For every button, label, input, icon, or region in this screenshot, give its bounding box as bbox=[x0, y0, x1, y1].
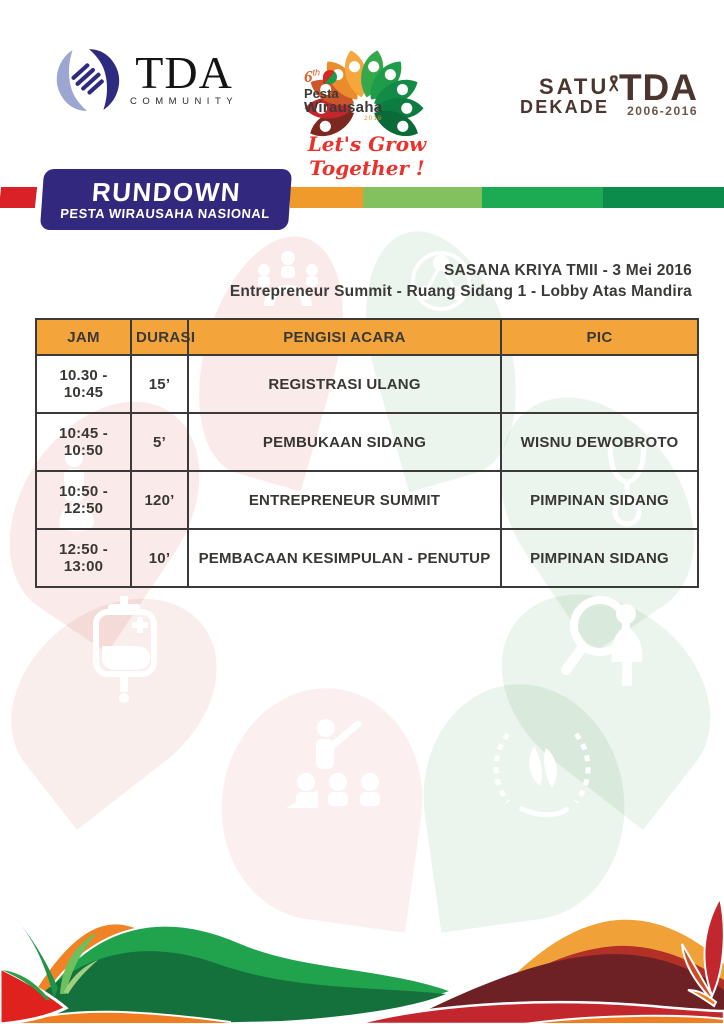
event-venue-date: SASANA KRIYA TMII - 3 Mei 2016 bbox=[443, 262, 692, 279]
tagline: Let's Grow Together ! bbox=[307, 132, 427, 180]
cell-jam: 10:45 - 10:50 bbox=[36, 413, 131, 471]
pesta-logo-wordmark: 6th Pesta Wirausaha 2016 bbox=[304, 67, 383, 123]
cell-durasi: 5’ bbox=[131, 413, 188, 471]
tda-logo-subtext: COMMUNITY bbox=[130, 96, 239, 108]
tda-community-logo bbox=[52, 40, 257, 120]
satu-dekade-logo: SATU DEKADE TDA 2006-2016 bbox=[520, 36, 698, 124]
cell-durasi: 10’ bbox=[131, 529, 188, 587]
cell-acara: PEMBACAAN KESIMPULAN - PENUTUP bbox=[188, 529, 501, 587]
col-pengisi-acara: PENGISI ACARA bbox=[188, 319, 501, 355]
cell-acara: REGISTRASI ULANG bbox=[188, 355, 501, 413]
cell-pic: WISNU DEWOBROTO bbox=[501, 413, 698, 471]
cell-durasi: 120’ bbox=[131, 471, 188, 529]
handshake-icon bbox=[52, 46, 124, 114]
dekade-years: 2006-2016 bbox=[627, 104, 698, 118]
rundown-banner bbox=[40, 169, 292, 230]
event-info bbox=[230, 260, 692, 302]
ribbon-icon bbox=[609, 42, 619, 124]
cell-pic: PIMPINAN SIDANG bbox=[501, 529, 698, 587]
cell-durasi: 15’ bbox=[131, 355, 188, 413]
pesta-6th: 6 bbox=[304, 67, 313, 86]
banner-subtitle: PESTA WIRAUSAHA NASIONAL bbox=[59, 206, 271, 222]
col-pic: PIC bbox=[501, 319, 698, 355]
cell-jam: 12:50 - 13:00 bbox=[36, 529, 131, 587]
cell-acara: PEMBUKAAN SIDANG bbox=[188, 413, 501, 471]
cell-jam: 10:50 - 12:50 bbox=[36, 471, 131, 529]
tda-logo-text: TDA bbox=[135, 46, 233, 98]
cell-pic: PIMPINAN SIDANG bbox=[501, 471, 698, 529]
swirl-icon bbox=[323, 70, 337, 84]
event-session-location: Entrepreneur Summit - Ruang Sidang 1 - Lobby Atas Mandira bbox=[229, 283, 692, 300]
col-jam: JAM bbox=[36, 319, 131, 355]
cell-jam: 10.30 - 10:45 bbox=[36, 355, 131, 413]
pesta-year: 2016 bbox=[363, 115, 383, 123]
col-durasi: DURASI bbox=[131, 319, 188, 355]
cell-acara: ENTREPRENEUR SUMMIT bbox=[188, 471, 501, 529]
banner-title: RUNDOWN bbox=[90, 176, 243, 207]
